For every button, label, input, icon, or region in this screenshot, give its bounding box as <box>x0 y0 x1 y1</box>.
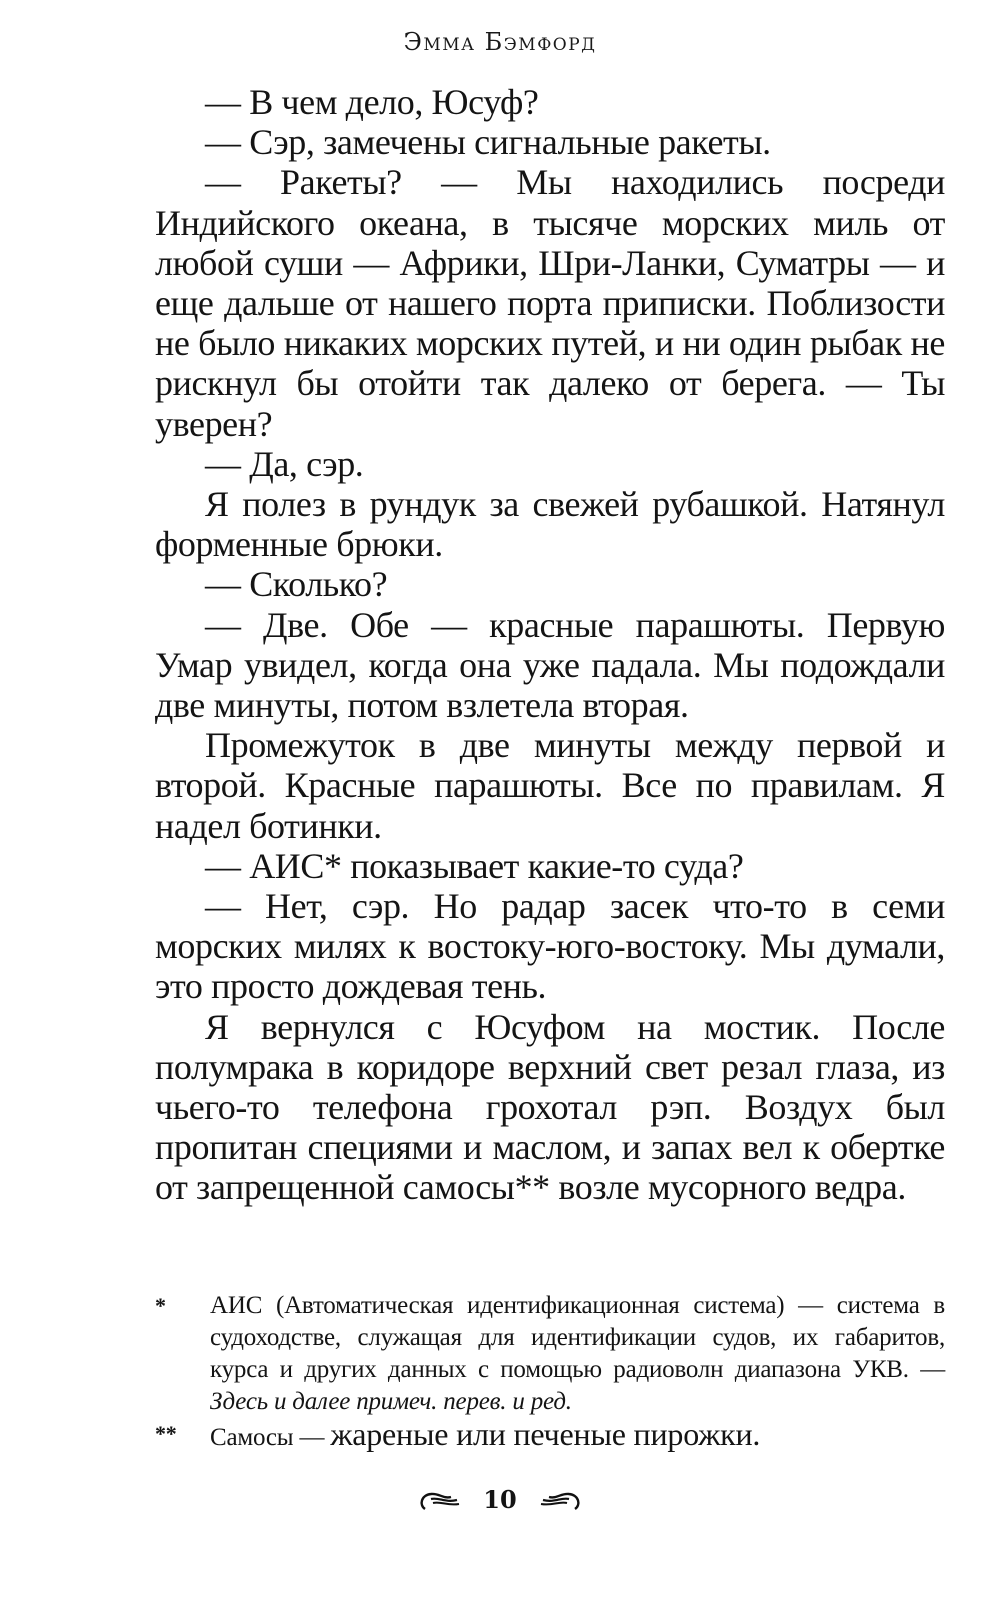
flourish-left-icon <box>417 1487 461 1513</box>
paragraph: — Сэр, замечены сигнальные ракеты. <box>205 122 771 163</box>
paragraph: — Две. Обе — красные парашюты. Первую Умар увидел, когда она уже падала. Мы подождали две минуты, потом взлетела вторая. <box>155 604 945 726</box>
paragraph: — Ракеты? — Мы находились посреди Индийского океана, в тысяче морских миль от любой суши — Африки, Шри-Ланки, Суматры — и еще дальше от нашего порта приписки. Поблизости не было никаких морских путей, и ни один рыбак не рискнул бы отойти так далеко от берега. — Ты уверен? <box>155 162 945 444</box>
footnote-text: АИС (Автоматическая идентификационная система) — система в судоходстве, служащая для идентификации судов, их габаритов, курса и других данных с помощью радиоволн диапазона УКВ. — <box>210 1292 945 1383</box>
footnotes <box>155 1290 945 1454</box>
paragraph: Я полез в рундук за свежей рубашкой. Натянул форменные брюки. <box>155 484 945 565</box>
paragraph: — Нет, сэр. Но радар засек что-то в семи морских милях к востоку-юго-востоку. Мы думали, это просто дождевая тень. <box>155 886 945 1007</box>
page-number: 10 <box>483 1485 517 1514</box>
footnote-samosa <box>155 1418 945 1454</box>
footnote-text: жареные или печеные пирожки. <box>330 1416 761 1452</box>
page-footer <box>0 1485 1000 1514</box>
paragraph: Промежуток в две минуты между первой и второй. Красные парашюты. Все по правилам. Я надел ботинки. <box>155 725 945 846</box>
running-head: Эмма Бэмфорд <box>403 28 597 56</box>
footnote-lead: Самосы — <box>210 1424 325 1451</box>
footnote-mark: * <box>155 1293 166 1318</box>
footnote-ais <box>155 1290 945 1418</box>
footnote-mark: ** <box>155 1421 177 1446</box>
flourish-right-icon <box>539 1487 583 1513</box>
paragraph: — Сколько? <box>205 564 388 605</box>
body-text <box>155 82 945 1208</box>
footnote-italic-note: Здесь и далее примеч. перев. и ред. <box>210 1388 572 1415</box>
paragraph: Я вернулся с Юсуфом на мостик. После полумрака в коридоре верхний свет резал глаза, из чьего-то телефона грохотал рэп. Воздух был пропитан специями и маслом, и запах вел к обертке от запрещенной самосы** возле мусорного ведра. <box>155 1006 945 1208</box>
paragraph: — Да, сэр. <box>205 443 364 484</box>
paragraph: — В чем дело, Юсуф? <box>205 82 539 122</box>
paragraph: — АИС* показывает какие-то суда? <box>205 845 744 886</box>
